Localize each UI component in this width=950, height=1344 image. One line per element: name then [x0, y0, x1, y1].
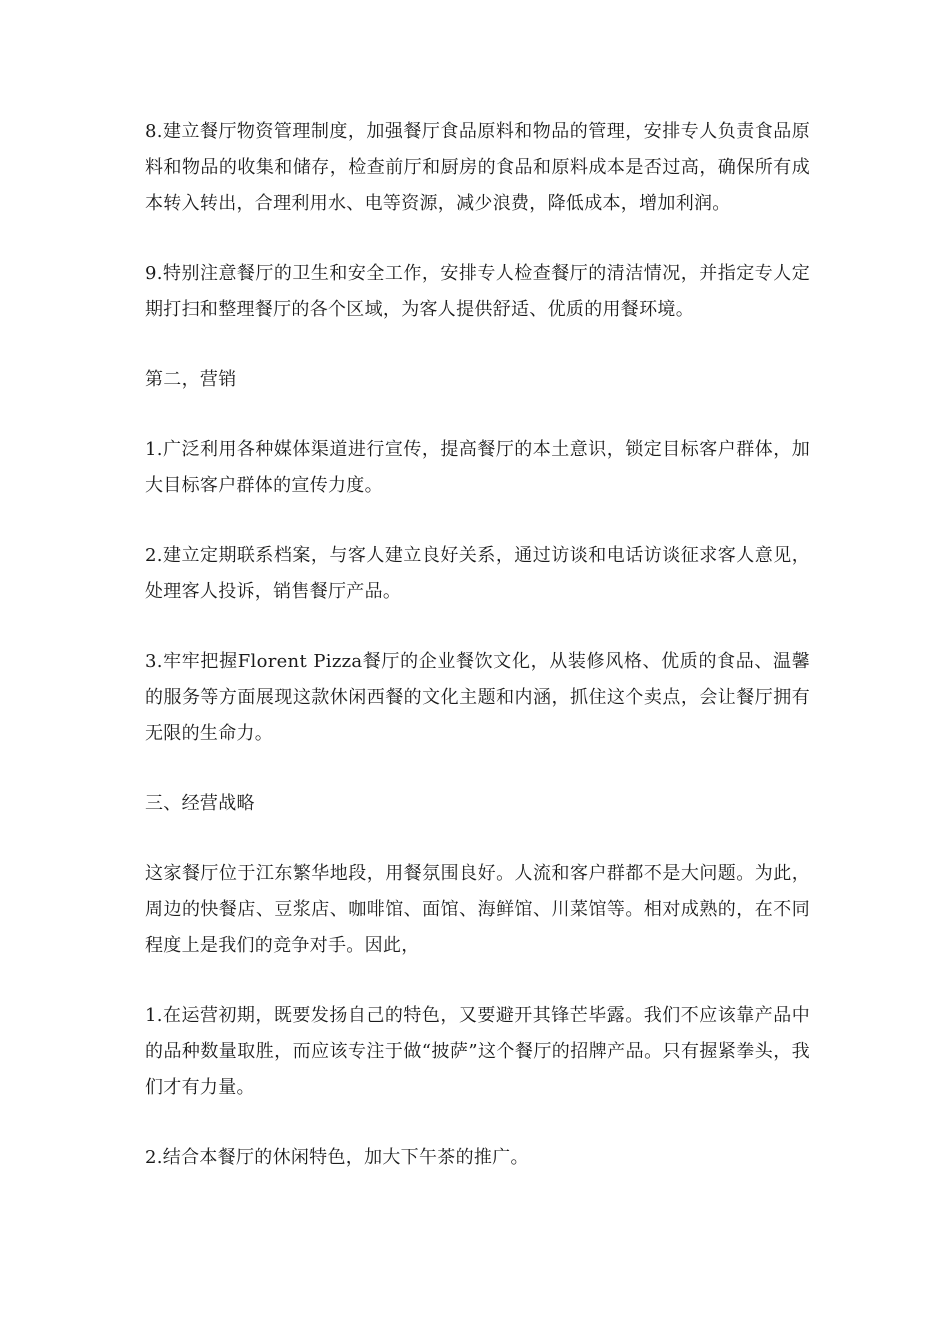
paragraph-item-8: 8.建立餐厅物资管理制度，加强餐厅食品原料和物品的管理，安排专人负责食品原料和物品的收集和储存，检查前厅和厨房的食品和原料成本是否过高，确保所有成本转入转出，合理利用水、电等资源，减少浪费，降低成本，增加利润。 [145, 121, 810, 214]
strategy-item-2: 2.结合本餐厅的休闲特色，加大下午茶的推广。 [145, 1147, 529, 1168]
document-page [145, 114, 810, 1210]
strategy-intro: 这家餐厅位于江东繁华地段，用餐氛围良好。人流和客户群都不是大问题。为此，周边的快餐店、豆浆店、咖啡馆、面馆、海鲜馆、川菜馆等。相对成熟的，在不同程度上是我们的竞争对手。因此， [145, 863, 810, 956]
section-heading-strategy: 三、经营战略 [145, 793, 255, 814]
marketing-item-1: 1.广泛利用各种媒体渠道进行宣传，提高餐厅的本土意识，锁定目标客户群体，加大目标客户群体的宣传力度。 [145, 439, 810, 496]
paragraph-item-9: 9.特别注意餐厅的卫生和安全工作，安排专人检查餐厅的清洁情况，并指定专人定期打扫和整理餐厅的各个区域，为客人提供舒适、优质的用餐环境。 [145, 263, 810, 320]
marketing-item-2: 2.建立定期联系档案，与客人建立良好关系，通过访谈和电话访谈征求客人意见，处理客人投诉，销售餐厅产品。 [145, 545, 810, 602]
strategy-item-1: 1.在运营初期，既要发扬自己的特色，又要避开其锋芒毕露。我们不应该靠产品中的品种数量取胜，而应该专注于做“披萨”这个餐厅的招牌产品。只有握紧拳头，我们才有力量。 [145, 1005, 810, 1098]
section-heading-marketing: 第二，营销 [145, 369, 237, 390]
marketing-item-3: 3.牢牢把握Florent Pizza餐厅的企业餐饮文化，从装修风格、优质的食品、温馨的服务等方面展现这款休闲西餐的文化主题和内涵，抓住这个卖点，会让餐厅拥有无限的生命力。 [145, 651, 810, 744]
